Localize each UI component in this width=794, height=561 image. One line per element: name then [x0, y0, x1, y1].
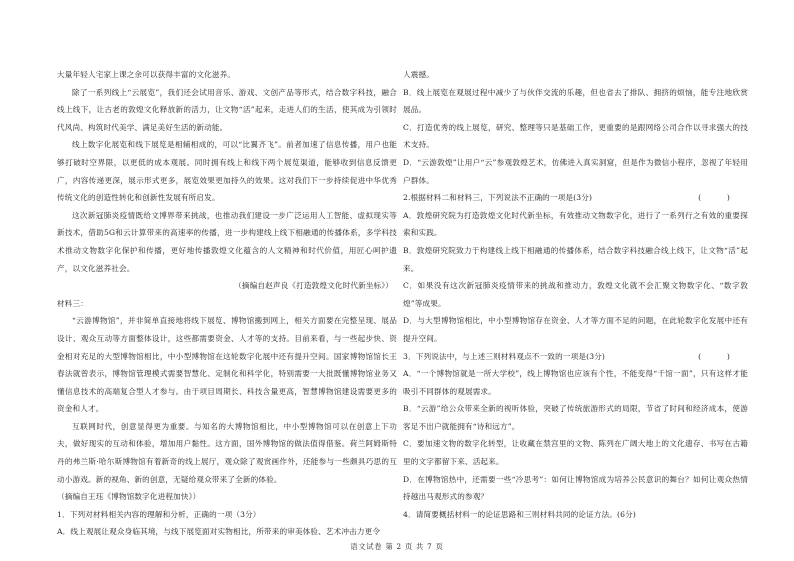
- material-three-heading: 材料三：: [57, 298, 88, 308]
- citation-material-three: （摘编自王珏《博物馆数字化进程加快》）: [57, 492, 201, 502]
- question-2-stem: 2.根据材料二和材料三，下列说法不正确的一项是(3分): [403, 193, 593, 203]
- paragraph-continuation: 大量年轻人宅家上课之余可以获得丰富的文化滋养。: [57, 70, 236, 79]
- question-3-option-b: B．“云游”给公众带来全新的视听体验，突破了传统旅游形式的局限，节省了时间和经济成本，使游客足不出户就能拥有“诗和远方”。: [403, 404, 748, 431]
- answer-blank: ( ): [698, 193, 730, 203]
- right-column: [403, 66, 748, 523]
- question-3-option-d: D．在博物馆热中，还需要一些“冷思考”：如何让博物馆成为培养公民意识的舞台？如何让观众热情持越出马观形式的参观？: [403, 474, 748, 502]
- paragraph-online-offline: 线上数字化展览和线下展览是相辅相成的，可以“比翼齐飞”。前者加速了信息传播，用户也能够打破时空界限，以更低的成本观展。同时拥有线上和线下两个展览渠道，能够收到信息反馈更广，内容传递更深，展示形式更多，展览效果更加持久的效果。这对我们下一步持续促进中华优秀传统文化的创造性转化和创新性发展有所启发。: [57, 140, 397, 203]
- question-1-option-b: B．线上展览在观展过程中减少了与伙伴交流的乐趣，但也省去了排队、拥挤的烦恼，能专注地欣赏展品。: [403, 87, 748, 115]
- answer-blank: ( ): [698, 351, 730, 361]
- question-3-option-c: C．要加速文物的数字化转型，让收藏在禁宫里的文物、陈列在广阔大地上的文化遗存、书写在古籍里的文字都留下来、活起来。: [403, 439, 748, 467]
- question-1-stem: 1．下列对材料相关内容的理解和分析，正确的一项（3分）: [57, 509, 261, 519]
- question-2-option-a: A．敦煌研究院为打造敦煌文化时代新坐标，有效推动文物数字化，进行了一系列行之有效的重要探索和实践。: [403, 210, 748, 238]
- left-column: [57, 66, 397, 541]
- question-3-option-a: A．“一个博物馆就是一所大学校”，线上博物馆也应该有个性，不能变得“千馆一面”，只有这样才能吸引不同群体的观展需求。: [403, 369, 748, 396]
- paragraph-creativity: 互联网时代，创意显得更为重要。与知名的大博物馆相比，中小型博物馆可以在创意上下功夫，做好现实的互动和体验，增加用户黏性。这方面，国外博物馆的做法值得借鉴。荷兰阿姆斯特丹的弗兰斯·哈尔斯博物馆有着新奇的线上展厅，观众除了观赏画作外，还能参与一些颇具巧思的互动小游戏。新的视角、新的创意，无疑给观众带来了全新的体验。: [57, 421, 397, 484]
- question-4-stem: 4．请简要概括材料一的论证思路和三则材料共同的论证方法。(6分): [403, 509, 637, 519]
- question-3-row: [403, 348, 748, 366]
- question-1-option-a: A．线上观展让观众身临其境，与线下展览面对实物相比，所带来的审美体验、艺术冲击力更令: [57, 527, 381, 537]
- question-2-option-d: D．与大型博物馆相比，中小型博物馆存在资金、人才等方面不足的问题，在此轮数字化发展中还有提升空间。: [403, 316, 748, 343]
- page-footer: 语文试卷 第 2 页 共 7 页: [350, 542, 444, 551]
- question-2-option-b: B．敦煌研究院致力于构建线上线下相融通的传播体系，结合数字科技融合线上线下，让文物“活”起来。: [403, 245, 748, 273]
- option-a-continuation: 人震撼。: [403, 70, 434, 79]
- paragraph-cloud-exhibition: 除了一系列线上“云展览”，我们还会试用音乐、游戏、文创产品等形式，结合数字科技，融合线上线下，让古老的敦煌文化释放新的活力，让文物“活”起来，走进人们的生活，使其成为引领时代风尚、构筑时代美学、满足美好生活的新动能。: [57, 87, 397, 132]
- question-2-option-c: C．如果没有这次新冠肺炎疫情带来的挑战和推动力，敦煌文化就不会汇聚文物数字化、“数字敦煌”等成果。: [403, 281, 748, 308]
- question-1-option-d: D．“云游敦煌”让用户“云”参观敦煌艺术，仿佛进入真实洞窟，但是作为微信小程序，忽视了年轻用户群体。: [403, 157, 748, 185]
- question-1-option-c: C．打造优秀的线上展览，研究、整理等只是基础工作，更重要的是跟网络公司合作以寻求强大的技术支持。: [403, 122, 748, 150]
- question-2-row: [403, 189, 748, 207]
- question-3-stem: 3．下列说法中，与上述三则材料观点不一致的一项是(3分): [403, 351, 606, 361]
- paragraph-cloud-museum: “云游博物馆”，并非简单直接地将线下展览、博物馆搬到网上，相关方面要在完整呈现、展品设计、观众互动等方面整体设计，这些都需要资金、人才等的支持。目前来看，与一些起步快、资金相对充足的大型博物馆相比，中小型博物馆在这轮数字化展中还有提升空间。国家博物馆馆长王春法就曾表示，博物馆管理模式需要智慧化、定制化和科学化，特别需要一大批既懂博物馆业务又懂信息技术的高端复合型人才参与。由于项目周期长、科技含量更高，智慧博物馆建设需要更多的资金和人才。: [57, 316, 397, 414]
- citation-material-two: （摘编自赵声良《打造敦煌文化时代新坐标》）: [234, 281, 393, 291]
- paragraph-pandemic-challenge: 这次新冠肺炎疫情既给文博界带来挑战，也推动我们建设一步广泛运用人工智能、虚拟现实等新技术，借助5G和云计算带来的高速率的传播，进一步构建线上线下相融通的传播体系，多学科技术推动文物数字化保护和传播，更好地传播敦煌文化蕴含的人文精神和时代价值，用匠心呵护遗产，以文化滋养社会。: [57, 210, 397, 273]
